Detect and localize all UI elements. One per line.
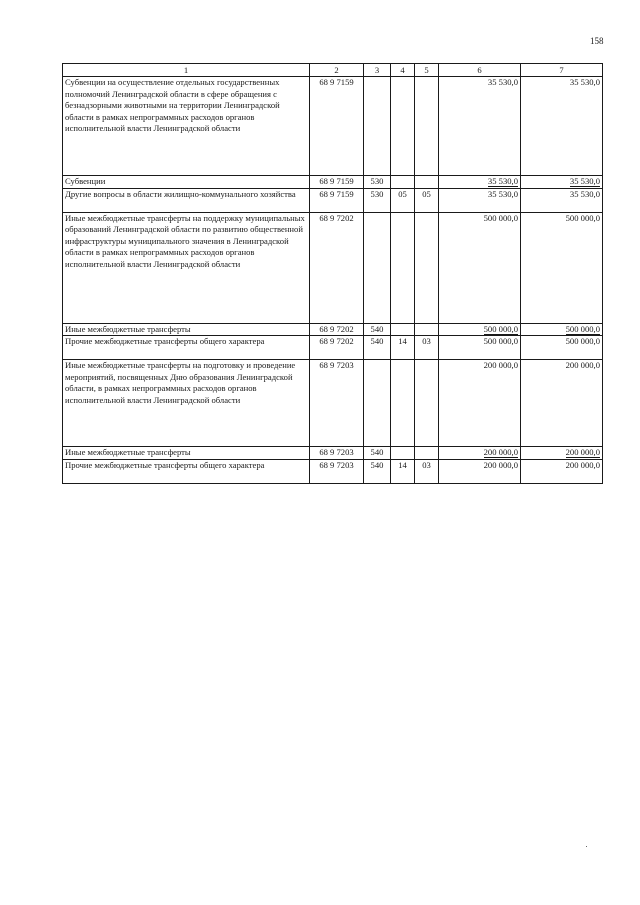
- row-code: 68 9 7202: [310, 212, 364, 323]
- row-col7: 35 530,0: [521, 188, 603, 212]
- row-col3: 540: [364, 459, 391, 483]
- row-col7: 500 000,0: [521, 212, 603, 323]
- table-row: [63, 188, 603, 212]
- row-col4: [391, 360, 415, 447]
- row-col3: [364, 360, 391, 447]
- row-col7: 35 530,0: [521, 77, 603, 176]
- table-row: [63, 459, 603, 483]
- row-col3: 540: [364, 323, 391, 336]
- scan-speck: [586, 846, 587, 847]
- row-name: Другие вопросы в области жилищно-коммунального хозяйства: [63, 188, 310, 212]
- table-row: [63, 77, 603, 176]
- page-number: 158: [590, 36, 604, 46]
- column-header: 5: [415, 64, 439, 77]
- row-name: Прочие межбюджетные трансферты общего характера: [63, 459, 310, 483]
- row-col3: 530: [364, 176, 391, 189]
- row-col4: [391, 176, 415, 189]
- row-code: 68 9 7159: [310, 176, 364, 189]
- column-header: 7: [521, 64, 603, 77]
- row-col7: 35 530,0: [569, 176, 600, 186]
- row-code: 68 9 7203: [310, 360, 364, 447]
- table-row: [63, 212, 603, 323]
- row-col5: [415, 323, 439, 336]
- row-col6: 500 000,0: [483, 323, 518, 334]
- row-col6: 35 530,0: [439, 188, 521, 212]
- row-col4: 14: [391, 336, 415, 360]
- table-row: [63, 336, 603, 360]
- table-row: [63, 447, 603, 460]
- row-name: Прочие межбюджетные трансферты общего характера: [63, 336, 310, 360]
- row-col4: [391, 77, 415, 176]
- row-name: Субвенции на осуществление отдельных государственных полномочий Ленинградской области в сфере обращения с безнадзорными животными на территории Ленинградской области в рамках непрограммных расходов органов исполнительной власти Ленинградской области: [63, 77, 310, 176]
- row-col5: [415, 447, 439, 460]
- row-col3: 540: [364, 447, 391, 460]
- row-name: Иные межбюджетные трансферты на поддержку муниципальных образований Ленинградской области по развитию общественной инфраструктуры муниципального значения в Ленинградской области в рамках непрограммных расходов органов исполнительной власти Ленинградской области: [63, 212, 310, 323]
- row-code: 68 9 7203: [310, 459, 364, 483]
- budget-table: [62, 63, 603, 484]
- row-col7: 200 000,0: [565, 447, 600, 457]
- table-row: [63, 360, 603, 447]
- row-col5: [415, 77, 439, 176]
- row-code: 68 9 7159: [310, 77, 364, 176]
- row-col3: [364, 212, 391, 323]
- column-header: 6: [439, 64, 521, 77]
- column-header: 1: [63, 64, 310, 77]
- row-code: 68 9 7202: [310, 323, 364, 336]
- row-col3: 530: [364, 188, 391, 212]
- column-header: 2: [310, 64, 364, 77]
- row-col6: 35 530,0: [487, 176, 518, 186]
- row-name: Субвенции: [63, 176, 310, 189]
- row-col7: 500 000,0: [521, 336, 603, 360]
- table-row: [63, 176, 603, 189]
- column-header: 4: [391, 64, 415, 77]
- row-col5: [415, 360, 439, 447]
- row-name: Иные межбюджетные трансферты: [63, 447, 310, 460]
- row-code: 68 9 7159: [310, 188, 364, 212]
- row-col5: [415, 176, 439, 189]
- row-col7: 500 000,0: [565, 323, 600, 334]
- row-name: Иные межбюджетные трансферты на подготовку и проведение мероприятий, посвященных Дню образования Ленинградской области, в рамках непрограммных расходов органов исполнительной власти Ленинградской области: [63, 360, 310, 447]
- row-col5: 03: [415, 459, 439, 483]
- row-col6: 500 000,0: [439, 212, 521, 323]
- row-col4: [391, 323, 415, 336]
- table-row: [63, 323, 603, 336]
- row-col3: [364, 77, 391, 176]
- row-col6: 200 000,0: [439, 459, 521, 483]
- row-col5: [415, 212, 439, 323]
- row-col4: [391, 447, 415, 460]
- row-col5: 03: [415, 336, 439, 360]
- row-code: 68 9 7203: [310, 447, 364, 460]
- row-col6: 35 530,0: [439, 77, 521, 176]
- row-col6: 200 000,0: [439, 360, 521, 447]
- row-col4: [391, 212, 415, 323]
- row-name: Иные межбюджетные трансферты: [63, 323, 310, 336]
- row-code: 68 9 7202: [310, 336, 364, 360]
- row-col4: 05: [391, 188, 415, 212]
- row-col6: 500 000,0: [439, 336, 521, 360]
- table-header-row: [63, 64, 603, 77]
- row-col7: 200 000,0: [521, 360, 603, 447]
- column-header: 3: [364, 64, 391, 77]
- row-col5: 05: [415, 188, 439, 212]
- row-col7: 200 000,0: [521, 459, 603, 483]
- row-col6: 200 000,0: [483, 447, 518, 457]
- row-col3: 540: [364, 336, 391, 360]
- row-col4: 14: [391, 459, 415, 483]
